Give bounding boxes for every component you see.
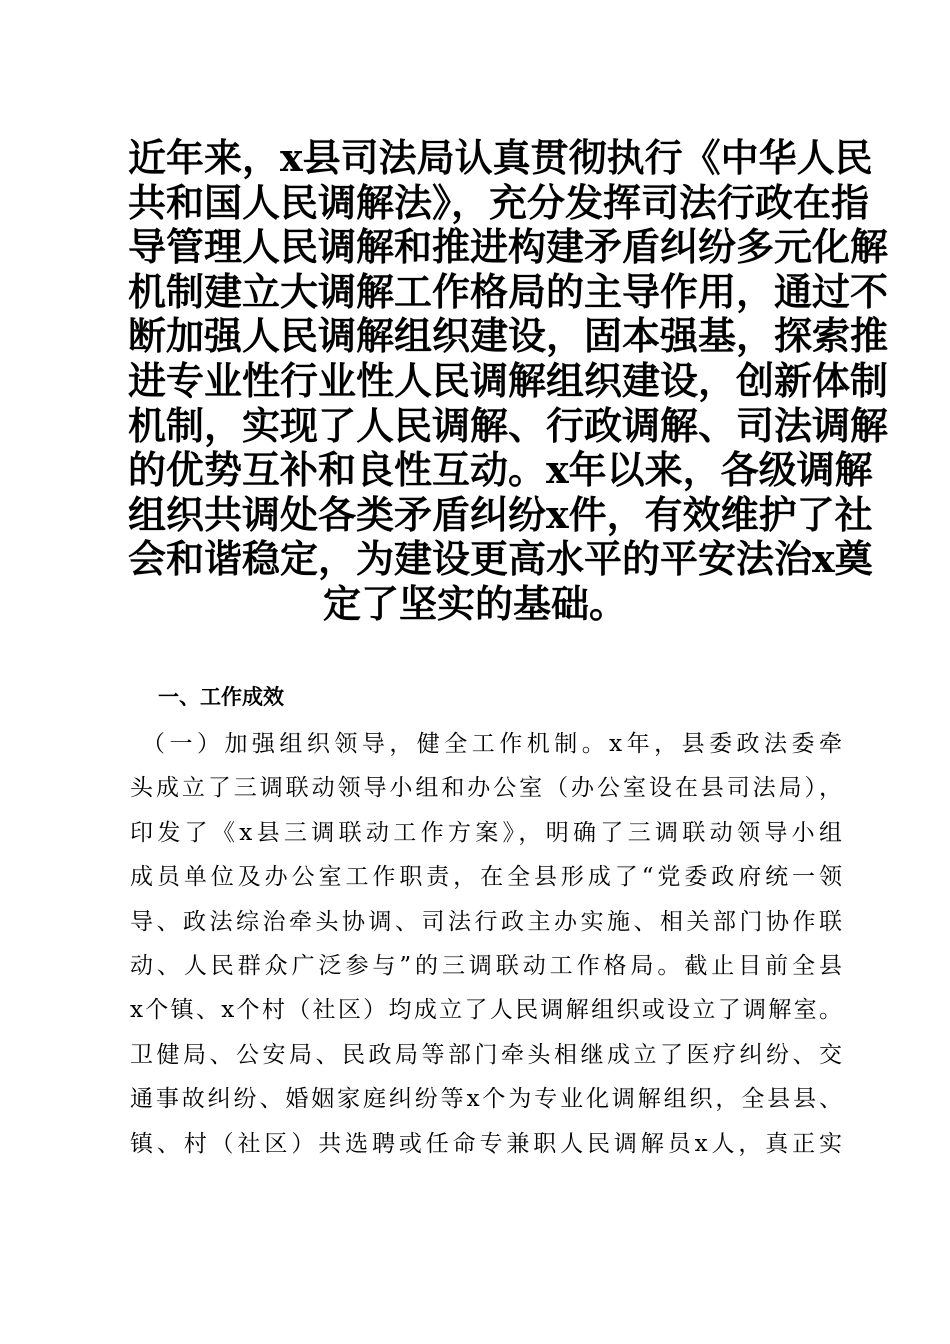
document-intro-paragraph	[128, 135, 889, 627]
intro-line: 会和谐稳定，为建设更高水平的平安法治x奠	[128, 536, 873, 582]
body-line: 印发了《x县三调联动工作方案》，明确了三调联动领导小组	[130, 819, 842, 846]
body-line: （一）加强组织领导，健全工作机制。x年，县委政法委牵	[142, 731, 842, 757]
body-line: 导、政法综治牵头协调、司法行政主办实施、相关部门协作联	[130, 908, 842, 935]
intro-line: 的优势互补和良性互动。x年以来，各级调解	[128, 447, 873, 493]
intro-line: 共和国人民调解法》，充分发挥司法行政在指	[128, 179, 870, 225]
body-line: x个镇、x个村（社区）均成立了人民调解组织或设立了调解室。	[130, 997, 842, 1024]
intro-line: 进专业性行业性人民调解组织建设，创新体制	[128, 357, 889, 403]
section-heading: 一、工作成效	[158, 685, 284, 709]
body-line: 通事故纠纷、婚姻家庭纠纷等x个为专业化调解组织，全县县、	[130, 1086, 842, 1113]
intro-line: 近年来，x县司法局认真贯彻执行《中华人民	[128, 135, 873, 180]
body-line: 动、人民群众广泛参与”的三调联动工作格局。截止目前全县	[130, 952, 842, 979]
intro-line: 导管理人民调解和推进构建矛盾纠纷多元化解	[128, 224, 889, 270]
intro-line: 机制，实现了人民调解、行政调解、司法调解	[128, 402, 889, 448]
body-line: 成员单位及办公室工作职责，在全县形成了“党委政府统一领	[130, 864, 842, 891]
intro-line: 断加强人民调解组织建设，固本强基，探索推	[128, 313, 889, 359]
body-line: 镇、村（社区）共选聘或任命专兼职人民调解员x人，真正实	[130, 1130, 842, 1157]
intro-line: 定了坚实的基础。	[322, 580, 627, 626]
body-paragraph	[130, 722, 842, 1166]
intro-line: 组织共调处各类矛盾纠纷x件，有效维护了社	[128, 491, 873, 537]
body-line: 头成立了三调联动领导小组和办公室（办公室设在县司法局），	[130, 775, 842, 802]
body-line: 卫健局、公安局、民政局等部门牵头相继成立了医疗纠纷、交	[130, 1041, 842, 1068]
intro-line: 机制建立大调解工作格局的主导作用，通过不	[128, 268, 889, 314]
